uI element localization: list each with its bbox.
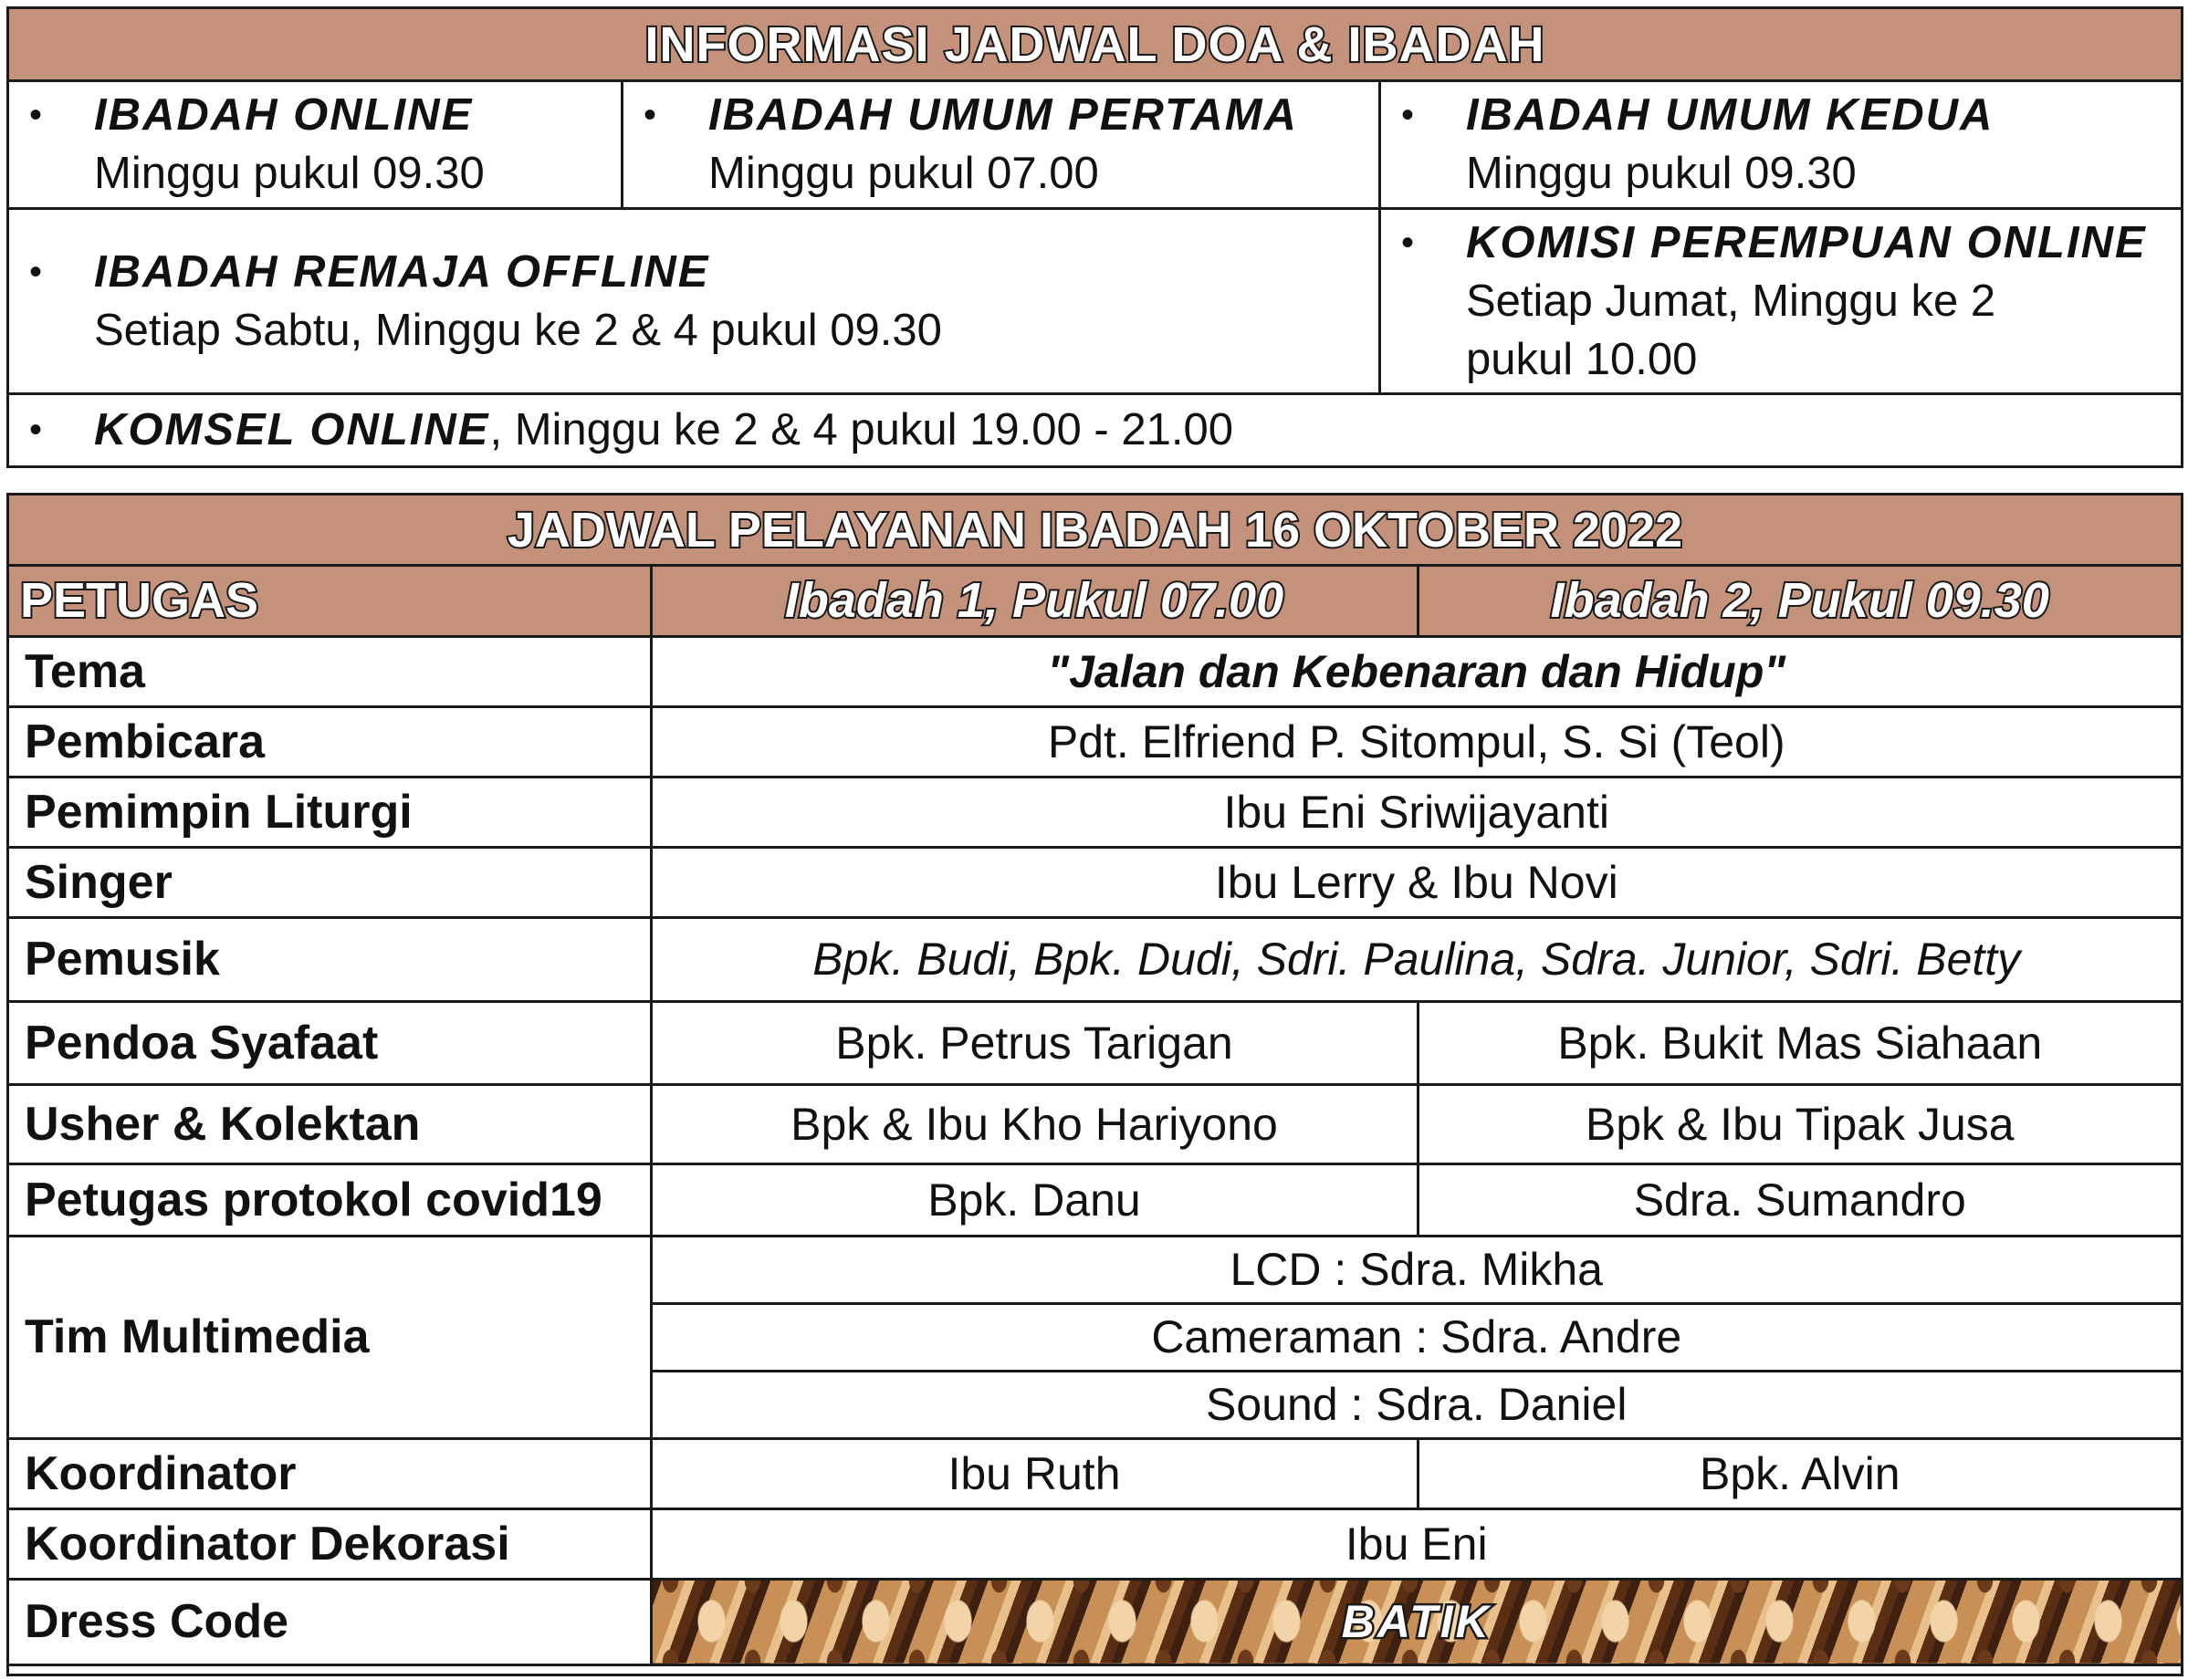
usher-kolektan-ibadah-1: Bpk & Ibu Kho Hariyono bbox=[651, 1084, 1418, 1163]
schedule-title: JADWAL PELAYANAN IBADAH 16 OKTOBER 2022 bbox=[9, 496, 2181, 567]
dress-code-batik-banner: BATIK bbox=[651, 1579, 2181, 1664]
table-header-row bbox=[9, 567, 2181, 636]
row-label-usher-kolektan: Usher & Kolektan bbox=[9, 1084, 651, 1163]
table-row bbox=[9, 1163, 2181, 1236]
table-row bbox=[9, 636, 2181, 706]
koordinator-ibadah-1: Ibu Ruth bbox=[651, 1438, 1418, 1508]
pendoa-syafaat-ibadah-2: Bpk. Bukit Mas Siahaan bbox=[1418, 1001, 2181, 1084]
multimedia-lcd: LCD : Sdra. Mikha bbox=[651, 1236, 2181, 1303]
info-item-time: Minggu pukul 09.30 bbox=[94, 149, 485, 198]
table-row bbox=[9, 1001, 2181, 1084]
pendoa-syafaat-ibadah-1: Bpk. Petrus Tarigan bbox=[651, 1001, 1418, 1084]
protokol-covid-ibadah-1: Bpk. Danu bbox=[651, 1163, 1418, 1236]
info-item-name: KOMISI PEREMPUAN ONLINE bbox=[1466, 218, 2147, 267]
protokol-covid-ibadah-2: Sdra. Sumandro bbox=[1418, 1163, 2181, 1236]
table-row bbox=[9, 706, 2181, 777]
row-label-dress-code: Dress Code bbox=[9, 1579, 651, 1664]
table-row bbox=[9, 1438, 2181, 1508]
info-item-time: Minggu pukul 09.30 bbox=[1466, 149, 1857, 198]
row-label-singer: Singer bbox=[9, 847, 651, 917]
schedule-table bbox=[9, 567, 2181, 1666]
info-title: INFORMASI JADWAL DOA & IBADAH bbox=[9, 9, 2181, 82]
info-item-time: Setiap Sabtu, Minggu ke 2 & 4 pukul 09.30 bbox=[94, 306, 942, 355]
bullet-icon: • bbox=[29, 252, 43, 292]
koordinator-dekorasi-value: Ibu Eni bbox=[651, 1508, 2181, 1579]
bullet-icon: • bbox=[1401, 95, 1415, 135]
info-item-name: IBADAH REMAJA OFFLINE bbox=[94, 247, 710, 297]
row-label-tim-multimedia: Tim Multimedia bbox=[9, 1236, 651, 1438]
pembicara-value: Pdt. Elfriend P. Sitompul, S. Si (Teol) bbox=[651, 706, 2181, 777]
info-row-3 bbox=[9, 395, 2181, 465]
col-header-ibadah-2: Ibadah 2, Pukul 09.30 bbox=[1418, 567, 2181, 636]
table-row bbox=[9, 917, 2181, 1001]
table-row bbox=[9, 1084, 2181, 1163]
info-panel bbox=[6, 6, 2183, 468]
info-row-2 bbox=[9, 210, 2181, 395]
bullet-icon: • bbox=[29, 95, 43, 135]
schedule-panel bbox=[6, 493, 2183, 1676]
info-item-name: IBADAH UMUM PERTAMA bbox=[708, 90, 1298, 140]
col-header-petugas: PETUGAS bbox=[9, 567, 651, 636]
multimedia-cameraman: Cameraman : Sdra. Andre bbox=[651, 1303, 2181, 1371]
info-item-time: Setiap Jumat, Minggu ke 2 bbox=[1466, 277, 1996, 326]
koordinator-ibadah-2: Bpk. Alvin bbox=[1418, 1438, 2181, 1508]
row-label-pemimpin-liturgi: Pemimpin Liturgi bbox=[9, 777, 651, 847]
col-header-ibadah-1: Ibadah 1, Pukul 07.00 bbox=[651, 567, 1418, 636]
table-row bbox=[9, 847, 2181, 917]
info-row-1 bbox=[9, 82, 2181, 210]
bullet-icon: • bbox=[29, 410, 43, 450]
pemimpin-liturgi-value: Ibu Eni Sriwijayanti bbox=[651, 777, 2181, 847]
row-label-protokol-covid: Petugas protokol covid19 bbox=[9, 1163, 651, 1236]
row-label-koordinator: Koordinator bbox=[9, 1438, 651, 1508]
info-item-komisi-perempuan bbox=[1378, 210, 2181, 392]
info-item-ibadah-remaja bbox=[9, 210, 1378, 392]
info-item-time-2: pukul 10.00 bbox=[1466, 335, 1698, 384]
bullet-icon: • bbox=[644, 95, 657, 135]
table-row bbox=[9, 1236, 2181, 1303]
info-item-name: KOMSEL ONLINE bbox=[94, 405, 490, 454]
multimedia-sound: Sound : Sdra. Daniel bbox=[651, 1371, 2181, 1438]
info-item-name: IBADAH ONLINE bbox=[94, 90, 474, 140]
table-row bbox=[9, 777, 2181, 847]
tema-value: "Jalan dan Kebenaran dan Hidup" bbox=[651, 636, 2181, 706]
info-item-name: IBADAH UMUM KEDUA bbox=[1466, 90, 1994, 140]
singer-value: Ibu Lerry & Ibu Novi bbox=[651, 847, 2181, 917]
info-item-komsel bbox=[9, 395, 2181, 465]
info-item-time: , Minggu ke 2 & 4 pukul 19.00 - 21.00 bbox=[489, 405, 1233, 454]
table-row bbox=[9, 1508, 2181, 1579]
info-item-ibadah-umum-pertama bbox=[621, 82, 1378, 207]
info-item-ibadah-umum-kedua bbox=[1378, 82, 2181, 207]
bullet-icon: • bbox=[1401, 223, 1415, 263]
row-label-pemusik: Pemusik bbox=[9, 917, 651, 1001]
usher-kolektan-ibadah-2: Bpk & Ibu Tipak Jusa bbox=[1418, 1084, 2181, 1163]
info-item-ibadah-online bbox=[9, 82, 621, 207]
row-label-koordinator-dekorasi: Koordinator Dekorasi bbox=[9, 1508, 651, 1579]
row-label-pendoa-syafaat: Pendoa Syafaat bbox=[9, 1001, 651, 1084]
info-item-time: Minggu pukul 07.00 bbox=[708, 149, 1099, 198]
row-label-tema: Tema bbox=[9, 636, 651, 706]
row-label-pembicara: Pembicara bbox=[9, 706, 651, 777]
pemusik-value: Bpk. Budi, Bpk. Dudi, Sdri. Paulina, Sdra. Junior, Sdri. Betty bbox=[651, 917, 2181, 1001]
table-row bbox=[9, 1579, 2181, 1664]
